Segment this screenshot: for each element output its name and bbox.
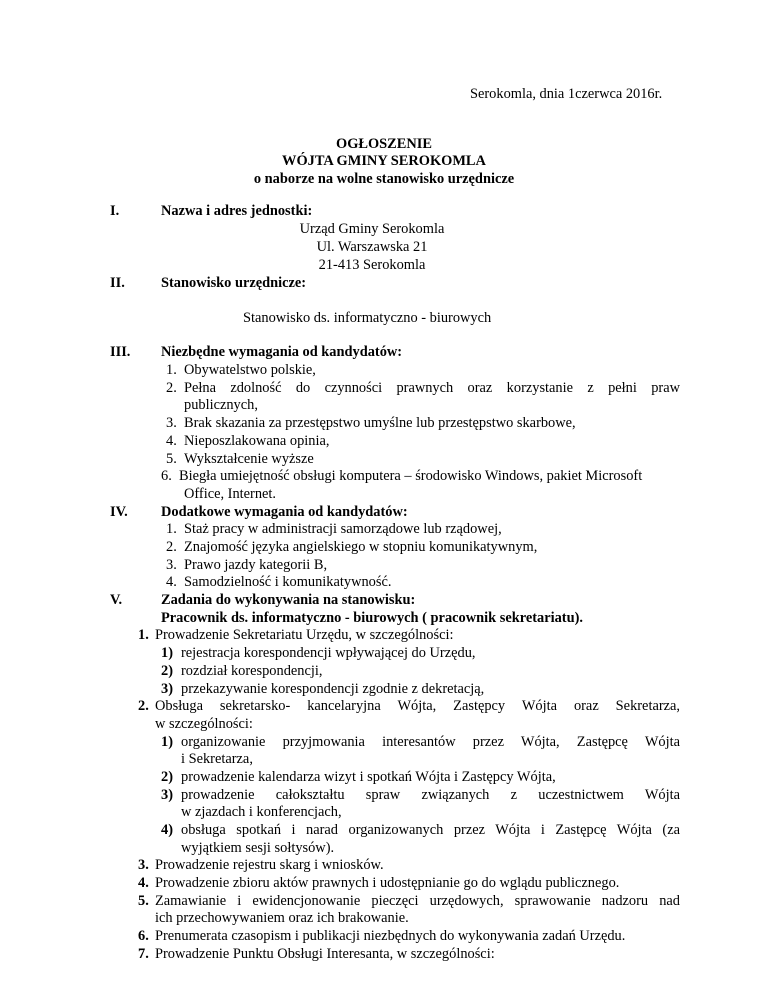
task-number: 2. (138, 698, 149, 714)
list-number: 1. (166, 521, 177, 537)
subtask-item: obsługa spotkań i narad organizowanych przez Wójta i Zastępcę Wójta (za (181, 822, 680, 838)
doc-title: OGŁOSZENIE (336, 136, 432, 152)
list-item: Prawo jazdy kategorii B, (184, 557, 328, 573)
subtask-number: 3) (161, 681, 173, 697)
list-number: 4. (166, 574, 177, 590)
section-numeral: II. (110, 275, 125, 291)
list-item: Obywatelstwo polskie, (184, 362, 316, 378)
section-heading: Nazwa i adres jednostki: (161, 203, 313, 219)
section-numeral: V. (110, 592, 123, 608)
list-item: Biegła umiejętność obsługi komputera – środowisko Windows, pakiet Microsoft (179, 468, 643, 484)
address-line: 21-413 Serokomla (318, 257, 426, 273)
section-heading: Dodatkowe wymagania od kandydatów: (161, 504, 408, 520)
list-item: Brak skazania za przestępstwo umyślne lub przestępstwo skarbowe, (184, 415, 576, 431)
subtask-item: organizowanie przyjmowania interesantów przez Wójta, Zastępcę Wójta (181, 734, 680, 750)
list-number: 2. (166, 539, 177, 555)
list-item: Wykształcenie wyższe (184, 451, 314, 467)
task-item: Prowadzenie rejestru skarg i wniosków. (155, 857, 384, 873)
task-number: 5. (138, 893, 149, 909)
list-item: Nieposzlakowana opinia, (184, 433, 330, 449)
subtask-continuation: i Sekretarza, (181, 751, 253, 767)
section-heading: Niezbędne wymagania od kandydatów: (161, 344, 403, 360)
section-heading: Stanowisko urzędnicze: (161, 275, 307, 291)
list-item: Pełna zdolność do czynności prawnych oraz korzystanie z pełni praw (184, 380, 680, 396)
subtask-item: rejestracja korespondencji wpływającej do Urzędu, (181, 645, 476, 661)
task-item: Obsługa sekretarsko- kancelaryjna Wójta, Zastępcy Wójta oraz Sekretarza, (155, 698, 680, 714)
task-number: 3. (138, 857, 149, 873)
subtask-number: 1) (161, 734, 173, 750)
section-numeral: III. (110, 344, 131, 360)
subtask-number: 3) (161, 787, 173, 803)
subtask-number: 2) (161, 769, 173, 785)
list-number: 4. (166, 433, 177, 449)
task-number: 1. (138, 627, 149, 643)
place-date: Serokomla, dnia 1czerwca 2016r. (470, 86, 663, 102)
list-item: Staż pracy w administracji samorządowe lub rządowej, (184, 521, 502, 537)
list-item: Znajomość języka angielskiego w stopniu komunikatywnym, (184, 539, 538, 555)
task-item: Prenumerata czasopism i publikacji niezbędnych do wykonywania zadań Urzędu. (155, 928, 626, 944)
list-number: 3. (166, 557, 177, 573)
subtask-number: 1) (161, 645, 173, 661)
subtask-continuation: wyjątkiem sesji sołtysów). (181, 840, 335, 856)
doc-title-issuer: WÓJTA GMINY SEROKOMLA (282, 153, 486, 169)
address-line: Ul. Warszawska 21 (316, 239, 428, 255)
list-number: 3. (166, 415, 177, 431)
subtask-item: rozdział korespondencji, (181, 663, 323, 679)
subtask-continuation: w zjazdach i konferencjach, (181, 804, 342, 820)
subtask-item: przekazywanie korespondencji zgodnie z dekretacją, (181, 681, 485, 697)
list-item-continuation: publicznych, (184, 397, 258, 413)
list-number: 1. (166, 362, 177, 378)
list-item: Samodzielność i komunikatywność. (184, 574, 392, 590)
address-line: Urząd Gminy Serokomla (299, 221, 445, 237)
list-number: 5. (166, 451, 177, 467)
task-item: Prowadzenie zbioru aktów prawnych i udostępnianie go do wglądu publicznego. (155, 875, 620, 891)
section-subheading: Pracownik ds. informatyczno - biurowych ( pracownik sekretariatu). (161, 610, 583, 626)
subtask-item: prowadzenie całokształtu spraw związanych z uczestnictwem Wójta (181, 787, 680, 803)
section-numeral: IV. (110, 504, 128, 520)
list-number: 6. (161, 468, 172, 484)
task-item: Prowadzenie Punktu Obsługi Interesanta, w szczególności: (155, 946, 495, 962)
task-number: 6. (138, 928, 149, 944)
task-item: Prowadzenie Sekretariatu Urzędu, w szczególności: (155, 627, 454, 643)
section-numeral: I. (110, 203, 120, 219)
task-item-continuation: w szczególności: (155, 716, 253, 732)
section-heading: Zadania do wykonywania na stanowisku: (161, 592, 416, 608)
task-number: 7. (138, 946, 149, 962)
subtask-item: prowadzenie kalendarza wizyt i spotkań Wójta i Zastępcy Wójta, (181, 769, 556, 785)
list-number: 2. (166, 380, 177, 396)
doc-subtitle: o naborze na wolne stanowisko urzędnicze (253, 171, 515, 187)
task-number: 4. (138, 875, 149, 891)
subtask-number: 2) (161, 663, 173, 679)
position-name: Stanowisko ds. informatyczno - biurowych (243, 310, 492, 326)
task-item: Zamawianie i ewidencjonowanie pieczęci urzędowych, sprawowanie nadzoru nad (155, 893, 680, 909)
subtask-number: 4) (161, 822, 173, 838)
list-item-continuation: Office, Internet. (184, 486, 277, 502)
task-item-continuation: ich przechowywaniem oraz ich brakowanie. (155, 910, 409, 926)
